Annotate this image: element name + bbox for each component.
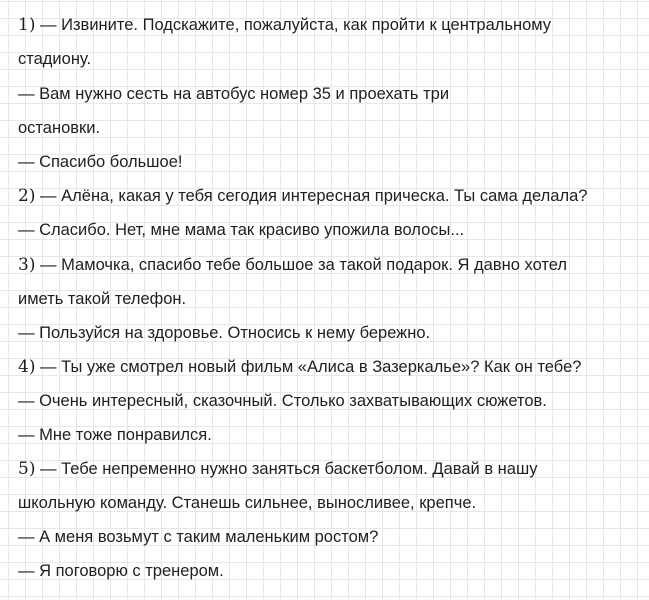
dialogue-1-line-2: стадиону. xyxy=(18,50,92,68)
dialogue-4-line-3: — Мне тоже понравился. xyxy=(18,426,212,444)
dialogue-1-line-1 xyxy=(18,10,551,40)
dialogue-5-line-3: — А меня возьмут с таким маленьким ростом? xyxy=(18,528,379,546)
dialogue-2-line-2: — Слaсибо. Нет, мне мама так красиво упожила волосы... xyxy=(18,221,465,239)
dialogue-5-line-1 xyxy=(18,454,537,484)
dialogue-4-text-1: — Ты уже смотрел новый фильм «Алиса в Зазеркалье»? Как он тебе? xyxy=(40,358,582,376)
dialogue-4-number: 4) xyxy=(18,357,36,377)
dialogue-1-line-4: остановки. xyxy=(18,119,101,137)
dialogue-3-line-2: иметь такой телефон. xyxy=(18,290,187,308)
dialogue-3-line-1 xyxy=(18,250,567,280)
dialogue-3-number: 3) xyxy=(18,255,36,275)
dialogue-2-text-1: — Алёна, какая у тебя сегодия интересная прическа. Ты сама делала? xyxy=(40,187,588,205)
dialogue-1-line-5: — Спасибо большое! xyxy=(18,153,183,171)
dialogue-2-number: 2) xyxy=(18,186,36,206)
dialogue-5-number: 5) xyxy=(18,459,36,479)
dialogue-3-text-1: — Мамочка, спасибо тебе большое за такой подарок. Я давно хотел xyxy=(40,256,568,274)
dialogue-1-number: 1) xyxy=(18,15,36,35)
dialogue-5-text-1: — Тебе непременно нужно заняться баскетболом. Давай в нашу xyxy=(40,460,538,478)
dialogue-2-line-1 xyxy=(18,181,587,211)
dialogue-1-line-3: — Вам нужно сесть на автобус номер 35 и проехать три xyxy=(18,85,450,103)
dialogue-5-line-4: — Я поговорю с тренером. xyxy=(18,562,224,580)
dialogue-3-line-3: — Пользуйся на здоровье. Относись к нему бережно. xyxy=(18,324,431,342)
dialogue-4-line-1 xyxy=(18,352,581,382)
dialogue-5-line-2: школьную команду. Станешь сильнее, выносливее, крепче. xyxy=(18,494,477,512)
dialogue-4-line-2: — Очень интересный, сказочный. Столько захватывающих сюжетов. xyxy=(18,392,547,410)
dialogue-1-text-1: — Извините. Подскажите, пожалуйста, как пройти к центральному xyxy=(40,16,552,34)
